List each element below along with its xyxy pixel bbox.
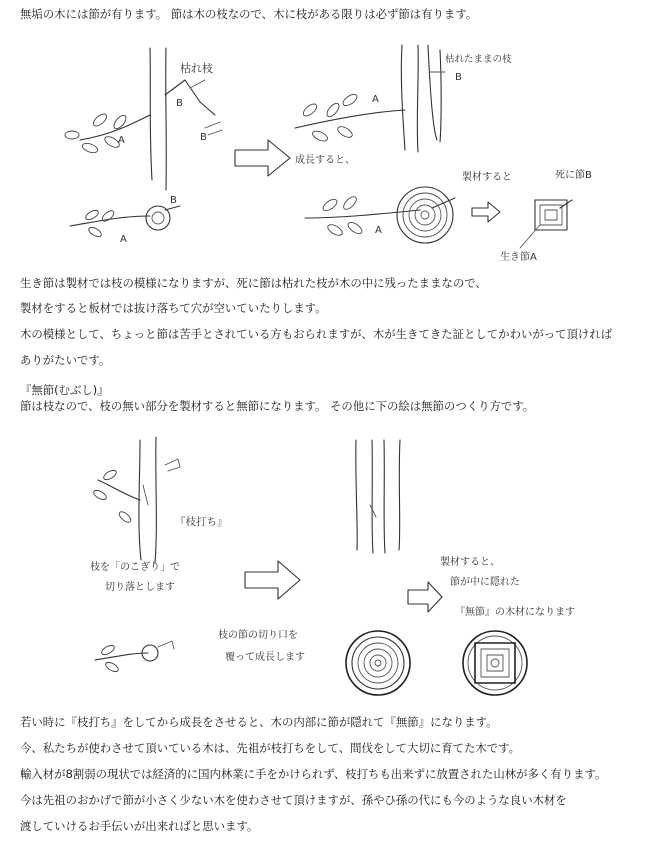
arrow-right-3 (245, 561, 300, 599)
trunk-right-edge (166, 48, 167, 190)
arrow-right-4 (408, 582, 442, 612)
svg-text:枯れたままの枝: 枯れたままの枝 (445, 54, 512, 65)
svg-text:B: B (200, 132, 207, 143)
svg-text:B: B (176, 98, 183, 109)
svg-text:製材すると: 製材すると (462, 172, 512, 183)
svg-text:A: A (375, 225, 382, 236)
trunk-left-edge (150, 48, 152, 180)
svg-text:B: B (170, 195, 177, 206)
label-kare-eda: 枯れ枝 (180, 62, 213, 75)
arrow-right-2 (472, 202, 500, 222)
label-edauchi: 『枝打ち』 (175, 516, 228, 528)
document-page: 無垢の木には節が有ります。 節は木の枝なので、木に枝がある限りは必ず節は有ります。 枯れ枝 A B B 成長すると、 枯れたままの枝 A B B A 製材すると A 死に節B 生き節A 生き節は製材では枝の模様になりますが、死に節は枯れた枝が木の中に残ったままなので、 製材をすると板材では抜け落ちて穴が空いていたりします。 木の模様として、ちょっと節は苦手とされている方もおられますが、木が生きてきた証としてかわいがって頂ければ ありがたいです。 『無節(むぶし)』 節は枝なので、枝の無い部分を製材すると無節になります。 その他に下の絵は無節のつくり方です。 『枝打ち』 枝を「のこぎり」で 切り落とします 製材すると、 節が中に隠れた 『無節』の木材になります 枝の節の切り口を 覆って成長します 若い時に『枝打ち』をしてから成長をさせると、木の内部に節が隠れて『無節』になります。 今、私たちが使わさせて頂いている木は、先祖が枝打ちをして、間伐をして大切に育てた木です。 輸入材が8割弱の現状では経済的に国内林業に手をかけられず、枝打ちも出来ずに放置された山林が多く有ります。 今は先祖のおかげで節が小さく少ない木を使わさせて頂けますが、孫やひ孫の代にも今のような良い木材を 渡していけるお手伝いが出来ればと思います。 (0, 0, 650, 857)
knot-growth-illustration (0, 40, 650, 270)
section-heading: 『無節(むぶし)』 (20, 383, 109, 397)
svg-text:生き節A: 生き節A (500, 252, 537, 263)
tree-rings-1 (397, 187, 453, 243)
pruning-illustration (0, 425, 650, 710)
arrow-right-1 (235, 140, 290, 176)
svg-text:成長すると、: 成長すると、 (295, 155, 355, 166)
svg-text:死に節B: 死に節B (555, 170, 592, 181)
svg-text:枝を「のこぎり」で: 枝を「のこぎり」で (90, 562, 180, 573)
intro-text: 無垢の木には節が有ります。 節は木の枝なので、木に枝がある限りは必ず節は有ります。 (20, 7, 478, 21)
svg-text:覆って成長します: 覆って成長します (225, 652, 305, 663)
svg-text:切り落とします: 切り落とします (105, 582, 175, 593)
tree-rings-with-board (463, 631, 527, 695)
dead-branch-b (165, 80, 215, 115)
svg-text:枝の節の切り口を: 枝の節の切り口を (218, 630, 298, 641)
svg-text:製材すると、: 製材すると、 (440, 557, 500, 568)
svg-text:A: A (120, 234, 127, 245)
svg-text:『無節』の木材になります: 『無節』の木材になります (455, 607, 575, 618)
svg-text:A: A (118, 135, 125, 146)
svg-text:節が中に隠れた: 節が中に隠れた (450, 577, 520, 588)
svg-text:B: B (455, 72, 462, 83)
living-branch-a (80, 115, 150, 140)
svg-text:A: A (372, 94, 379, 105)
tree-rings-2 (346, 631, 410, 695)
